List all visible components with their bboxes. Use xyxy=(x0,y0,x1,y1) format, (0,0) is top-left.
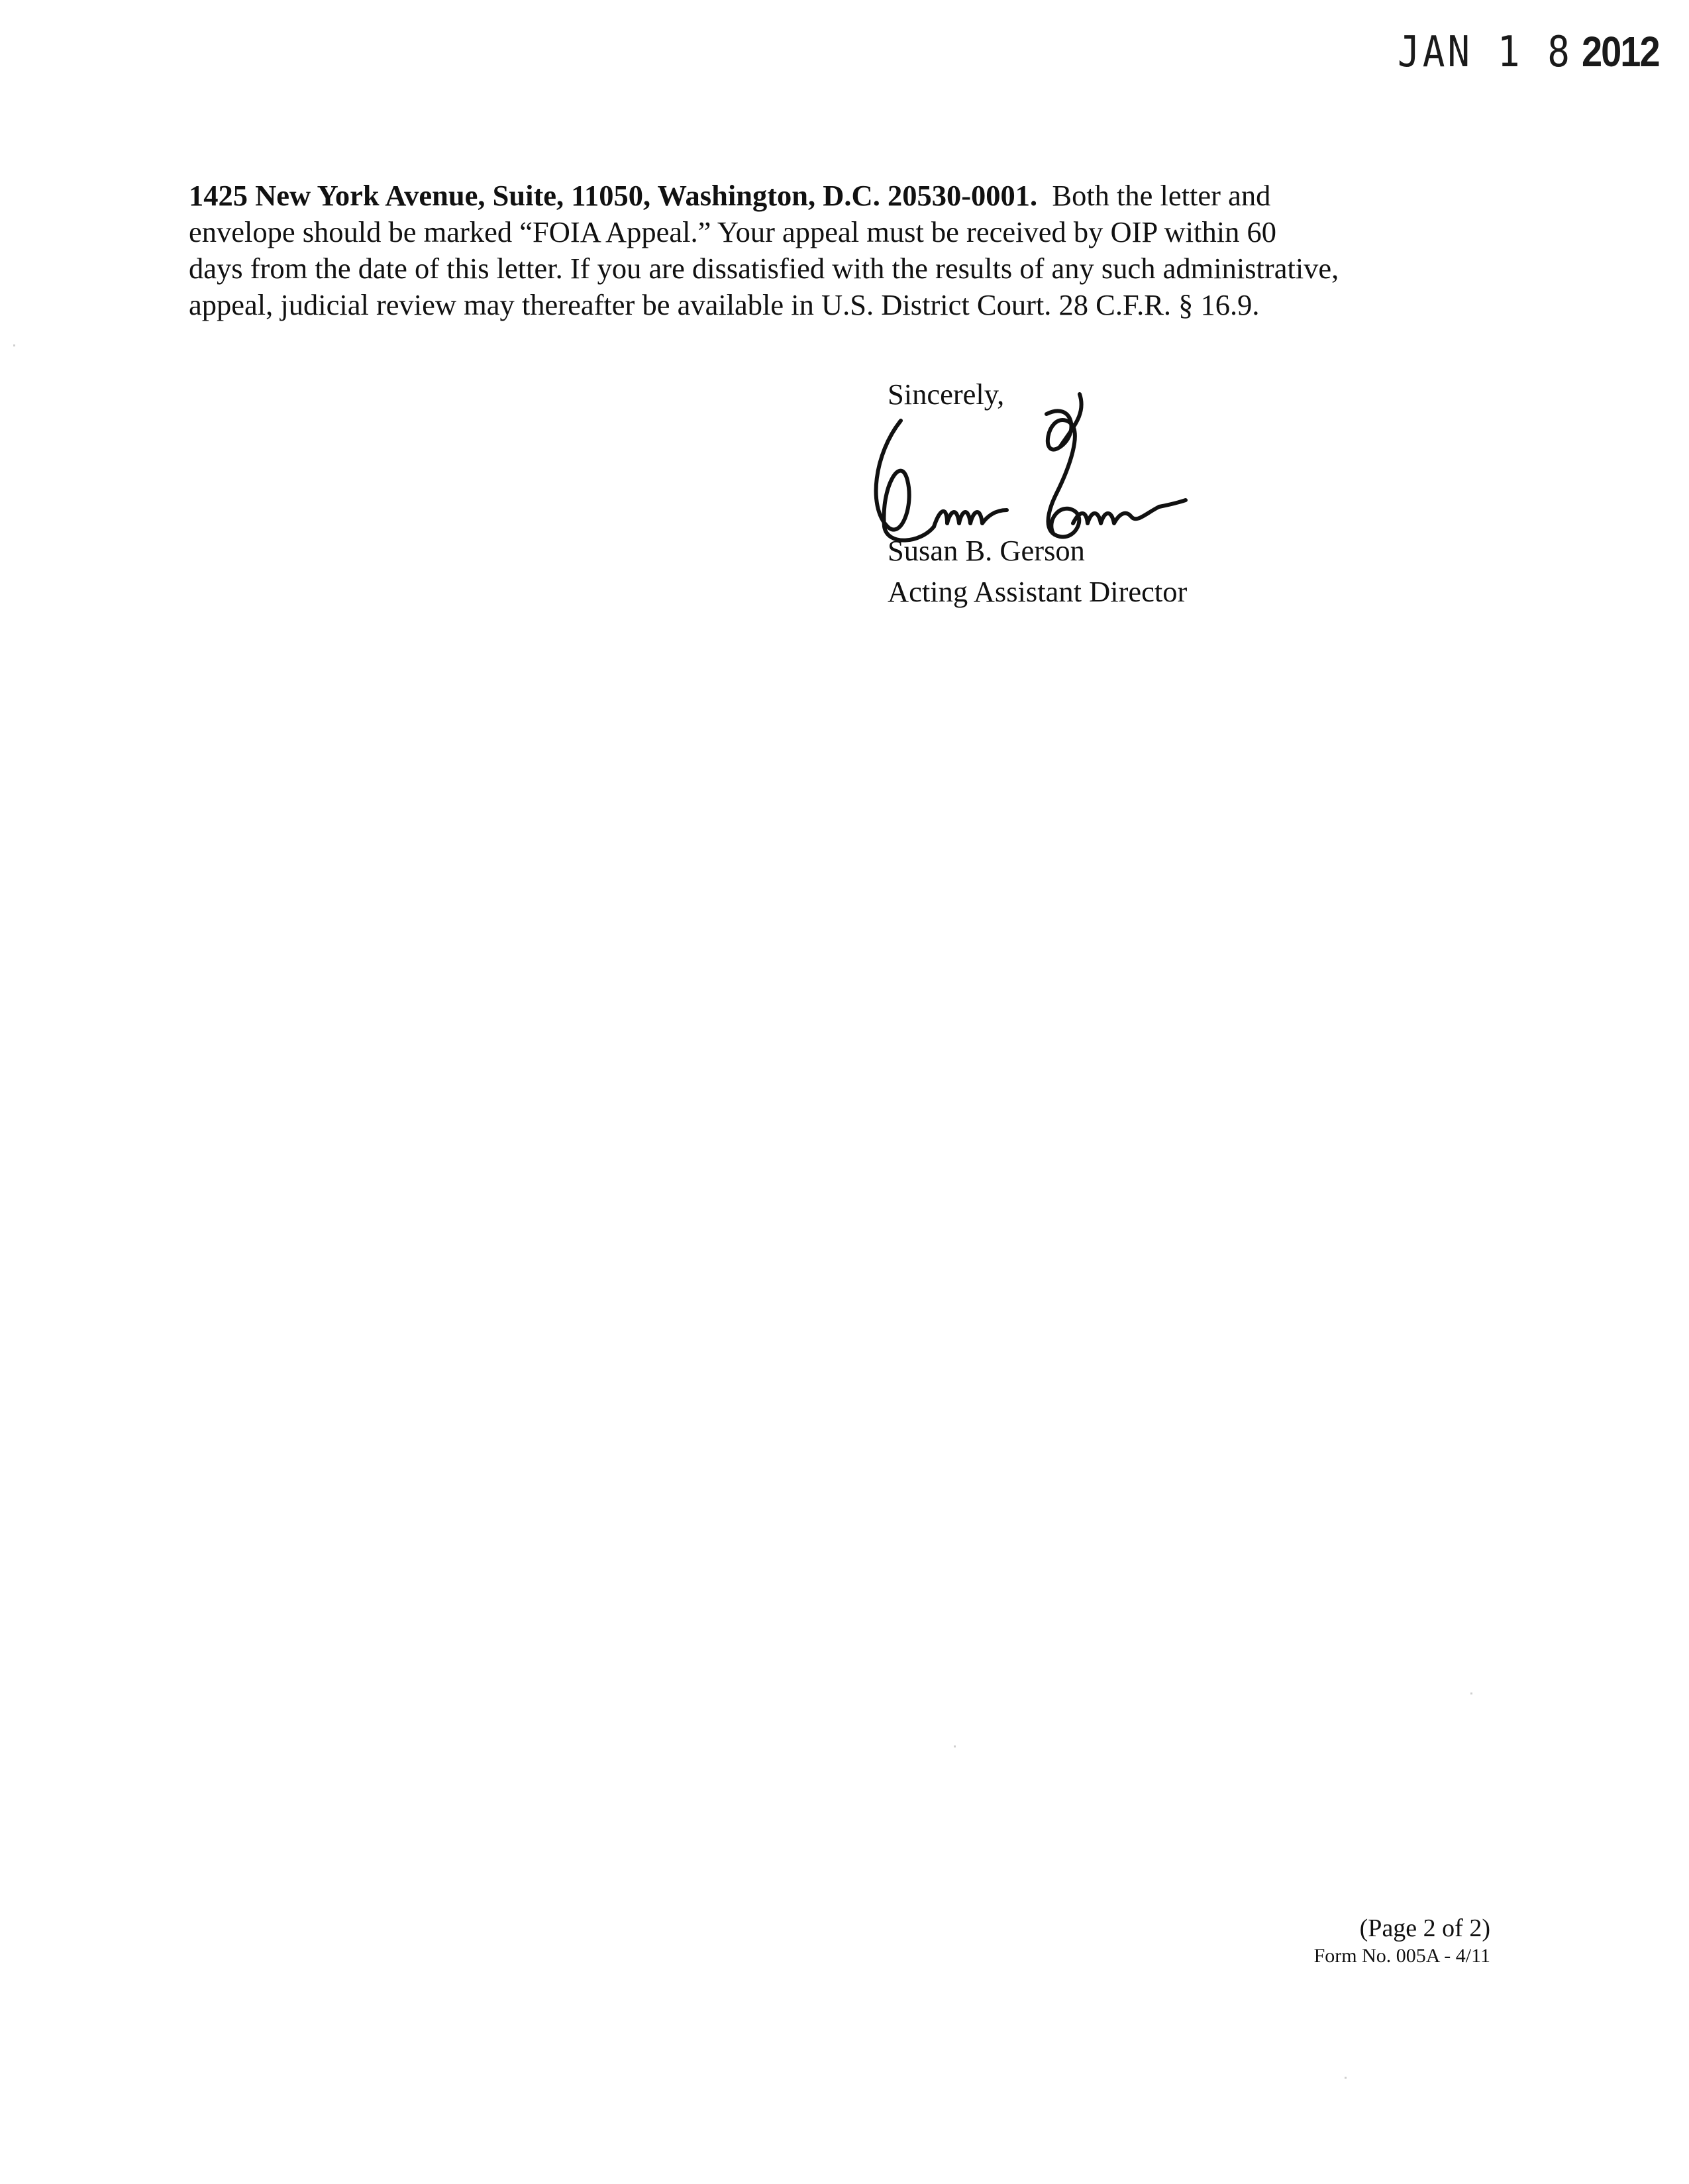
signer-title: Acting Assistant Director xyxy=(888,575,1188,608)
scan-speck xyxy=(1470,1692,1472,1694)
stamp-year: 2012 xyxy=(1582,27,1659,76)
letter-body xyxy=(189,178,1513,323)
page-footer xyxy=(1314,1913,1490,1969)
body-line-3: days from the date of this letter. If you are dissatisfied with the results of any such administrative, xyxy=(189,252,1339,285)
appeal-address: 1425 New York Avenue, Suite, 11050, Washington, D.C. 20530-0001. xyxy=(189,179,1038,212)
signature-block xyxy=(888,530,1187,612)
signer-name: Susan B. Gerson xyxy=(888,534,1085,567)
body-line-4: appeal, judicial review may thereafter be available in U.S. District Court. 28 C.F.R. § 16.9. xyxy=(189,288,1260,321)
date-received-stamp xyxy=(1398,26,1659,77)
form-number: Form No. 005A - 4/11 xyxy=(1313,1945,1490,1967)
body-line-1 xyxy=(189,178,1513,214)
stamp-month-day: JAN 1 8 xyxy=(1398,27,1573,77)
closing-salutation: Sincerely, xyxy=(888,378,1005,411)
body-line-1-rest: Both the letter and xyxy=(1037,179,1271,212)
scan-speck xyxy=(954,1745,956,1747)
page-number: (Page 2 of 2) xyxy=(1359,1914,1490,1942)
scan-speck xyxy=(13,344,15,346)
scan-speck xyxy=(1345,2077,1347,2079)
body-line-2: envelope should be marked “FOIA Appeal.” Your appeal must be received by OIP within 60 xyxy=(189,215,1277,248)
